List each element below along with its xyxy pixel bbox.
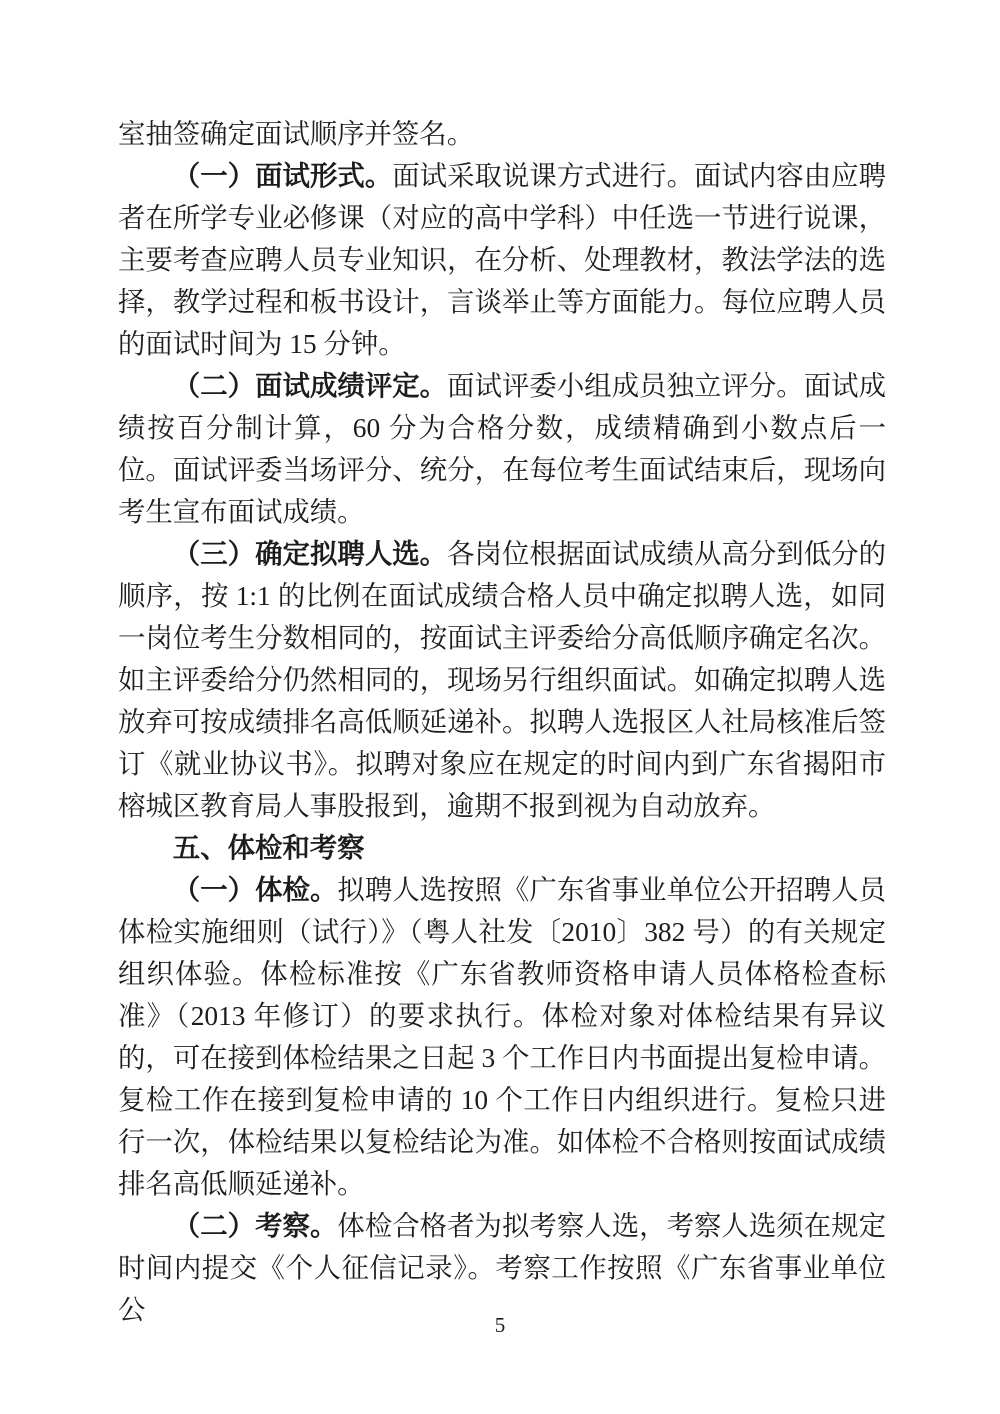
page-number: 5 <box>494 1313 506 1337</box>
paragraph-lead: （二）考察。 <box>172 1211 338 1241</box>
paragraph-interview-scoring <box>118 365 886 533</box>
paragraph-lead: （一）面试形式。 <box>172 161 393 191</box>
paragraph-physical-exam <box>118 869 886 1205</box>
paragraph-text: 体检合格者为拟考察人选，考察人选须在规定时间内提交《个人征信记录》。考察工作按照《广东省事业单位公 <box>118 1211 886 1325</box>
paragraph-text: 面试采取说课方式进行。面试内容由应聘者在所学专业必修课（对应的高中学科）中任选一节进行说课，主要考查应聘人员专业知识，在分析、处理教材，教法学法的选择，教学过程和板书设计，言谈举止等方面能力。每位应聘人员的面试时间为 15 分钟。 <box>118 161 886 359</box>
paragraph-interview-format <box>118 155 886 365</box>
paragraph-lead: （一）体检。 <box>172 875 338 905</box>
section-heading-text: 五、体检和考察 <box>172 833 365 863</box>
paragraph-lead: （二）面试成绩评定。 <box>172 371 448 401</box>
document-body <box>118 113 886 1331</box>
section-heading-physical-exam-and-inspection <box>118 827 886 869</box>
paragraph-lead: （三）确定拟聘人选。 <box>172 539 448 569</box>
paragraph-candidate-selection <box>118 533 886 827</box>
paragraph-text: 各岗位根据面试成绩从高分到低分的顺序，按 1:1 的比例在面试成绩合格人员中确定拟聘人选，如同一岗位考生分数相同的，按面试主评委给分高低顺序确定名次。如主评委给分仍然相同的，现场另行组织面试。如确定拟聘人选放弃可按成绩排名高低顺延递补。拟聘人选报区人社局核准后签订《就业协议书》。拟聘对象应在规定的时间内到广东省揭阳市榕城区教育局人事股报到，逾期不报到视为自动放弃。 <box>118 539 886 821</box>
paragraph-text: 面试评委小组成员独立评分。面试成绩按百分制计算，60 分为合格分数，成绩精确到小数点后一位。面试评委当场评分、统分，在每位考生面试结束后，现场向考生宣布面试成绩。 <box>118 371 886 527</box>
paragraph-continuation <box>118 113 886 155</box>
paragraph-text: 室抽签确定面试顺序并签名。 <box>118 119 475 149</box>
paragraph-text: 拟聘人选按照《广东省事业单位公开招聘人员体检实施细则（试行）》（粤人社发〔2010〕382 号）的有关规定组织体验。体检标准按《广东省教师资格申请人员体格检查标准》（2013 年修订）的要求执行。体检对象对体检结果有异议的，可在接到体检结果之日起 3 个工作日内书面提出复检申请。复检工作在接到复检申请的 10 个工作日内组织进行。复检只进行一次，体检结果以复检结论为准。如体检不合格则按面试成绩排名高低顺延递补。 <box>118 875 886 1199</box>
